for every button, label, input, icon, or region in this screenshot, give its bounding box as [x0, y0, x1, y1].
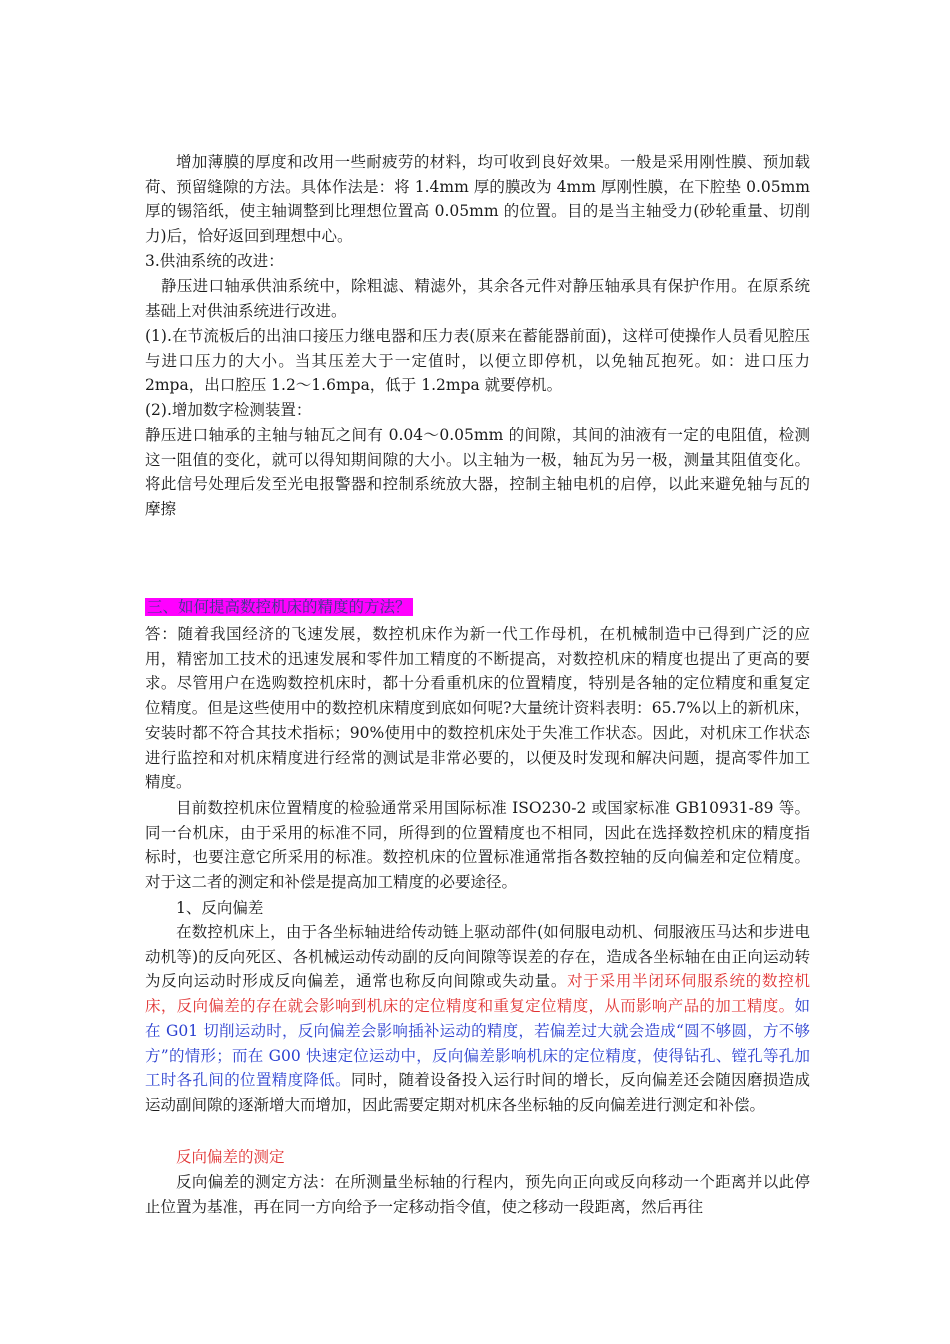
- text-blue-emphasis: 在 G01 切削运动时，反向偏差会影响插补运动的精度，若偏差过大就会造成“圆不够圆，方不够方”的情形；而在 G00 快速定位运动中，反向偏差影响机床的定位精度，使得钻孔、镗孔等孔加工时各孔间的位置精度降低。: [145, 1021, 810, 1090]
- heading-oil-supply: 3.供油系统的改进：: [145, 252, 284, 270]
- paragraph-reverse-deviation: [145, 920, 810, 1118]
- text-blue-prefix: 如: [794, 997, 810, 1016]
- subheading-reverse-deviation: 1、反向偏差: [176, 899, 264, 917]
- paragraph-pressure-relay: (1).在节流板后的出油口接压力继电器和压力表(原来在蓄能器前面)，这样可使操作人员看见腔压与进口压力的大小。当其压差大于一定值时，以便立即停机，以免轴瓦抱死。如：进口压力 2mpa，出口腔压 1.2～1.6mpa，低于 1.2mpa 就要停机。: [145, 327, 810, 395]
- paragraph-film-thickness: 增加薄膜的厚度和改用一些耐疲劳的材料，均可收到良好效果。一般是采用刚性膜、预加载荷、预留缝隙的方法。具体作法是：将 1.4mm 厚的膜改为 4mm 厚刚性膜，在下腔垫 0.05mm 厚的锡箔纸，使主轴调整到比理想位置高 0.05mm 的位置。目的是当主轴受力(砂轮重量、切削力)后，恰好返回到理想中心。: [145, 153, 810, 246]
- section-heading-precision: [145, 595, 810, 620]
- highlighted-heading: 三、如何提高数控机床的精度的方法？: [147, 598, 411, 616]
- text-normal-2: 同时，随着设备投入运行时间的增长，反向偏差还会随因磨损造成运动副间隙的逐渐增大而增加，因此需要定期对机床各坐标轴的反向偏差进行测定和补偿。: [145, 1071, 810, 1114]
- heading-digital-detection: (2).增加数字检测装置：: [145, 401, 312, 419]
- paragraph-standards: 目前数控机床位置精度的检验通常采用国际标准 ISO230-2 或国家标准 GB10931-89 等。同一台机床，由于采用的标准不同，所得到的位置精度也不相同，因此在选择数控机床的精度指标时，也要注意它所采用的标准。数控机床的位置标准通常指各数控轴的反向偏差和定位精度。对于这二者的测定和补偿是提高加工精度的必要途径。: [145, 799, 810, 892]
- paragraph-oil-supply-intro: 静压进口轴承供油系统中，除粗滤、精滤外，其余各元件对静压轴承具有保护作用。在原系统基础上对供油系统进行改进。: [145, 277, 810, 320]
- paragraph-digital-detection: 静压进口轴承的主轴与轴瓦之间有 0.04～0.05mm 的间隙，其间的油液有一定的电阻值，检测这一阻值的变化，就可以得知期间隙的大小。以主轴为一极，轴瓦为另一极，测量其阻值变化。将此信号处理后发至光电报警器和控制系统放大器，控制主轴电机的启停，以此来避免轴与瓦的摩擦: [145, 426, 810, 519]
- paragraph-answer-intro: 答：随着我国经济的飞速发展，数控机床作为新一代工作母机，在机械制造中已得到广泛的应用，精密加工技术的迅速发展和零件加工精度的不断提高，对数控机床的精度也提出了更高的要求。尽管用户在选购数控机床时，都十分看重机床的位置精度，特别是各轴的定位精度和重复定位精度。但是这些使用中的数控机床精度到底如何呢?大量统计资料表明：65.7%以上的新机床，安装时都不符合其技术指标；90%使用中的数控机床处于失准工作状态。因此，对机床工作状态进行监控和对机床精度进行经常的测试是非常必要的，以便及时发现和解决问题，提高零件加工精度。: [145, 625, 810, 792]
- text-normal-1: 在数控机床上，由于各坐标轴进给传动链上驱动部件(如伺服电动机、伺服液压马达和步进电动机等)的反向死区、各机械运动传动副的反向间隙等误差的存在，造成各坐标轴在由正向运动转为反向运动时形成反向偏差，通常也称反向间隙或失动量。: [145, 923, 810, 991]
- subheading-measurement: 反向偏差的测定: [176, 1148, 285, 1166]
- text-red-emphasis: 对于采用半闭环伺服系统的数控机床，反向偏差的存在就会影响到机床的定位精度和重复定位精度，从而影响产品的加工精度。: [145, 972, 810, 1016]
- paragraph-measurement-method: 反向偏差的测定方法：在所测量坐标轴的行程内，预先向正向或反向移动一个距离并以此停止位置为基准，再在同一方向给予一定移动指令值，使之移动一段距离，然后再往: [145, 1173, 810, 1216]
